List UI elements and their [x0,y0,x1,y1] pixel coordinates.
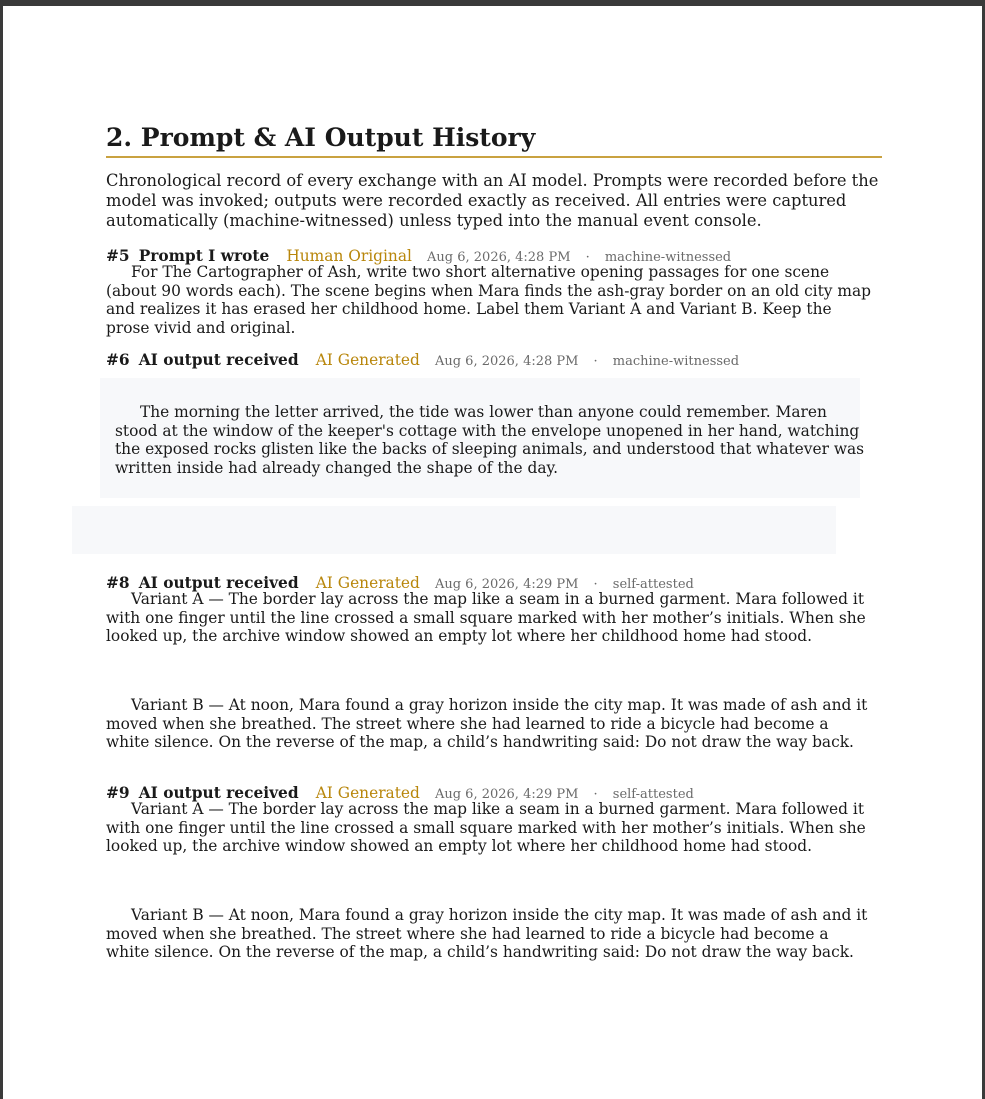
document-page [3,6,982,1099]
entry-timestamp: Aug 6, 2026, 4:29 PM [434,787,579,802]
entry-title: AI output received [138,574,299,592]
provenance-badge: Human Original [286,247,412,265]
entry-variant-b-8: Variant B — At noon, Mara found a gray horizon inside the city map. It was made of ash and it moved when she breathed. The street where she had learned to ride a bicycle had become a white silence. On the reverse of the map, a child’s handwriting said: Do not draw the way back. [106,696,868,752]
meta-separator: · [593,577,598,592]
entry-title: AI output received [138,351,299,369]
provenance-badge: AI Generated [315,784,420,802]
section-intro: Chronological record of every exchange with an AI model. Prompts were recorded before the model was invoked; outputs were recorded exactly as received. All entries were captured automatically (machine-witnessed) unless typed into the manual event console. [106,171,879,230]
entry-variant-b-9: Variant B — At noon, Mara found a gray horizon inside the city map. It was made of ash and it moved when she breathed. The street where she had learned to ride a bicycle had become a white silence. On the reverse of the map, a child’s handwriting said: Do not draw the way back. [106,906,868,962]
entry-variant-a-8: Variant A — The border lay across the map like a seam in a burned garment. Mara followed it with one finger until the line crossed a small square marked with her mother’s initials. When she looked up, the archive window showed an empty lot where her childhood home had stood. [106,590,866,646]
output-shade-lower [72,506,836,554]
entry-timestamp: Aug 6, 2026, 4:28 PM [427,250,571,265]
entry-title: Prompt I wrote [138,247,270,265]
provenance-badge: AI Generated [315,574,420,592]
entry-variant-a-9: Variant A — The border lay across the map like a seam in a burned garment. Mara followed it with one finger until the line crossed a small square marked with her mother’s initials. When she looked up, the archive window showed an empty lot where her childhood home had stood. [106,800,866,856]
entry-header-6 [106,351,739,371]
entry-timestamp: Aug 6, 2026, 4:28 PM [434,354,579,369]
entry-number: #5 [106,247,130,265]
witness-status: machine-witnessed [612,354,740,369]
meta-separator: · [585,250,590,265]
entry-number: #6 [106,351,130,369]
entry-timestamp: Aug 6, 2026, 4:29 PM [434,577,579,592]
entry-body-6: The morning the letter arrived, the tide was lower than anyone could remember. Maren stood at the window of the keeper's cottage with the envelope unopened in her hand, watching the exposed rocks glisten like the backs of sleeping animals, and understood that whatever was written inside had already changed the shape of the day. [115,403,865,477]
witness-status: self-attested [612,577,694,592]
meta-separator: · [593,787,598,802]
meta-separator: · [593,354,598,369]
entry-title: AI output received [138,784,299,802]
witness-status: machine-witnessed [604,250,732,265]
entry-number: #9 [106,784,130,802]
witness-status: self-attested [612,787,694,802]
section-title: 2. Prompt & AI Output History [106,122,882,158]
provenance-badge: AI Generated [315,351,420,369]
entry-number: #8 [106,574,130,592]
entry-body-5: For The Cartographer of Ash, write two short alternative opening passages for one scene (about 90 words each). The scene begins when Mara finds the ash-gray border on an old city map and realizes it has erased her childhood home. Label them Variant A and Variant B. Keep the prose vivid and original. [106,263,872,337]
